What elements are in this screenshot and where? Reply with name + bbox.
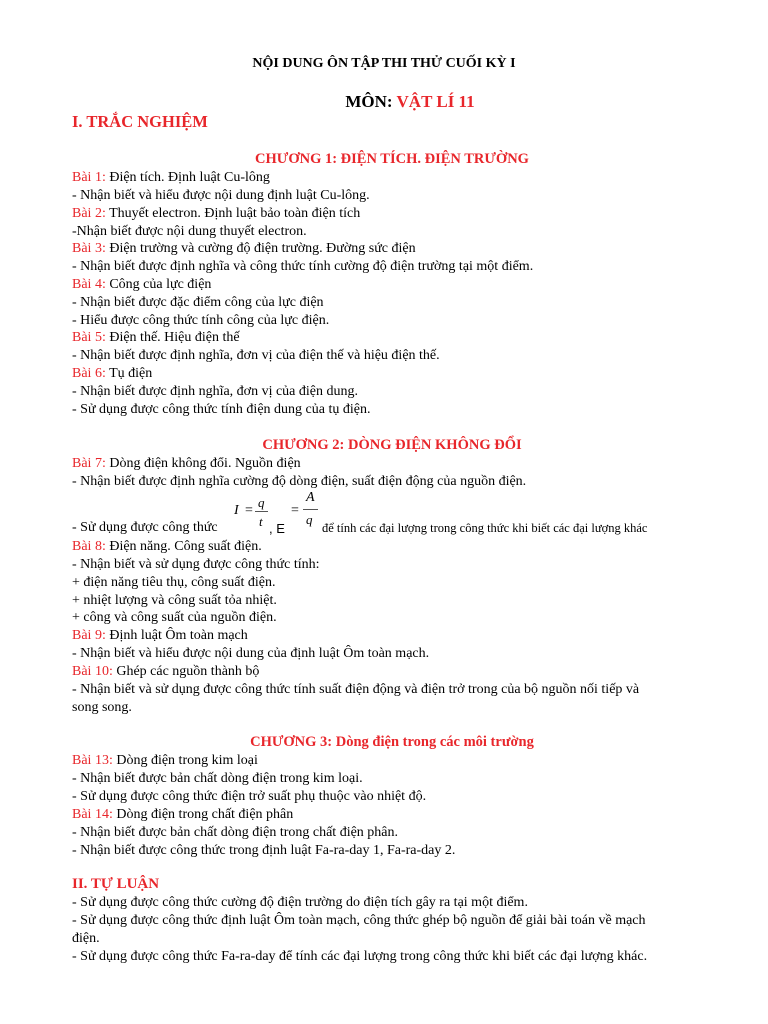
lesson-9 bbox=[72, 627, 248, 644]
lesson-5-line-1: - Nhận biết được định nghĩa, đơn vị của điện thế và hiệu điện thế. bbox=[72, 348, 440, 363]
part2-line-3: điện. bbox=[72, 931, 100, 946]
lesson-10-title: Ghép các nguồn thành bộ bbox=[112, 664, 260, 679]
lesson-9-title: Định luật Ôm toàn mạch bbox=[105, 628, 248, 643]
lesson-13-label: Bài 13: bbox=[72, 753, 113, 768]
lesson-5-label: Bài 5: bbox=[72, 330, 106, 345]
chapter2-title: CHƯƠNG 2: DÒNG ĐIỆN KHÔNG ĐỔI bbox=[262, 437, 522, 453]
subject-heading bbox=[290, 92, 530, 112]
lesson-3-label: Bài 3: bbox=[72, 241, 106, 256]
lesson-3 bbox=[72, 240, 416, 257]
lesson-7 bbox=[72, 455, 301, 472]
subject-prefix: MÔN: bbox=[345, 92, 397, 111]
subject-name: VẬT LÍ 11 bbox=[396, 92, 475, 111]
lesson-7-label: Bài 7: bbox=[72, 456, 106, 471]
lesson-2-title: Thuyết electron. Định luật bảo toàn điện tích bbox=[105, 206, 361, 221]
formula-I: I bbox=[234, 503, 239, 518]
lesson-4 bbox=[72, 276, 211, 293]
lesson-8-line-1: - Nhận biết và sử dụng được công thức tính: bbox=[72, 557, 320, 572]
formula-prefix: - Sử dụng được công thức bbox=[72, 520, 218, 535]
formula-suffix: để tính các đại lượng trong công thức khi biết các đại lượng khác bbox=[322, 521, 648, 535]
chapter3-title: CHƯƠNG 3: Dòng điện trong các môi trường bbox=[250, 734, 534, 750]
formula-equals-1: = bbox=[245, 503, 253, 518]
lesson-5-title: Điện thế. Hiệu điện thế bbox=[105, 330, 240, 345]
lesson-2-label: Bài 2: bbox=[72, 206, 106, 221]
formula-fraction-bar-1 bbox=[255, 511, 268, 512]
lesson-10-line-2: song song. bbox=[72, 700, 132, 715]
lesson-10-line-1: - Nhận biết và sử dụng được công thức tính suất điện động và điện trở trong của bộ nguồn nối tiếp và bbox=[72, 682, 640, 697]
lesson-7-title: Dòng điện không đổi. Nguồn điện bbox=[105, 456, 301, 471]
part2-title: II. TỰ LUẬN bbox=[72, 876, 160, 892]
lesson-3-title: Điện trường và cường độ điện trường. Đường sức điện bbox=[105, 241, 416, 256]
lesson-6-line-1: - Nhận biết được định nghĩa, đơn vị của điện dung. bbox=[72, 384, 359, 399]
formula-t-denominator: t bbox=[259, 514, 263, 529]
lesson-13-line-1: - Nhận biết được bản chất dòng điện trong kim loại. bbox=[72, 771, 363, 786]
lesson-1-line-1: - Nhận biết và hiểu được nội dung định luật Cu-lông. bbox=[72, 188, 370, 203]
lesson-6-title: Tụ điện bbox=[105, 366, 153, 381]
lesson-7-line-2 bbox=[72, 520, 218, 536]
lesson-4-label: Bài 4: bbox=[72, 277, 106, 292]
formula-A-numerator: A bbox=[306, 490, 315, 505]
lesson-8-label: Bài 8: bbox=[72, 539, 106, 554]
lesson-14-line-1: - Nhận biết được bản chất dòng điện trong chất điện phân. bbox=[72, 825, 399, 840]
lesson-6-label: Bài 6: bbox=[72, 366, 106, 381]
lesson-14-line-2: - Nhận biết được công thức trong định luật Fa-ra-day 1, Fa-ra-day 2. bbox=[72, 843, 456, 858]
lesson-9-line-1: - Nhận biết và hiểu được nội dung của định luật Ôm toàn mạch. bbox=[72, 646, 430, 661]
formula-q-denominator: q bbox=[306, 512, 313, 527]
part2-line-4: - Sử dụng được công thức Fa-ra-day để tính các đại lượng trong công thức khi biết các đại lượng khác. bbox=[72, 949, 648, 964]
lesson-2-line-1: -Nhận biết được nội dung thuyết electron. bbox=[72, 224, 307, 239]
lesson-1-title: Điện tích. Định luật Cu-lông bbox=[105, 170, 270, 185]
lesson-4-title: Công của lực điện bbox=[105, 277, 212, 292]
formula-separator: , E bbox=[269, 521, 285, 536]
lesson-10-label: Bài 10: bbox=[72, 664, 113, 679]
lesson-13-title: Dòng điện trong kim loại bbox=[112, 753, 258, 768]
lesson-9-label: Bài 9: bbox=[72, 628, 106, 643]
lesson-1-label: Bài 1: bbox=[72, 170, 106, 185]
part2-line-2: - Sử dụng được công thức định luật Ôm toàn mạch, công thức ghép bộ nguồn để giải bài toán về mạch bbox=[72, 913, 646, 928]
formula-equals-2: = bbox=[291, 503, 299, 518]
lesson-4-line-1: - Nhận biết được đặc điểm công của lực điện bbox=[72, 295, 324, 310]
chapter1-title: CHƯƠNG 1: ĐIỆN TÍCH. ĐIỆN TRƯỜNG bbox=[255, 151, 529, 167]
lesson-2 bbox=[72, 205, 360, 222]
formula-q-numerator: q bbox=[258, 495, 265, 510]
lesson-7-line-1: - Nhận biết được định nghĩa cường độ dòng điện, suất điện động của nguồn điện. bbox=[72, 474, 527, 489]
lesson-6-line-2: - Sử dụng được công thức tính điện dung của tụ điện. bbox=[72, 402, 371, 417]
lesson-8-line-3: + nhiệt lượng và công suất tỏa nhiệt. bbox=[72, 593, 277, 608]
lesson-8-title: Điện năng. Công suất điện. bbox=[105, 539, 262, 554]
lesson-8-line-2: + điện năng tiêu thụ, công suất điện. bbox=[72, 575, 276, 590]
lesson-3-line-1: - Nhận biết được định nghĩa và công thức tính cường độ điện trường tại một điểm. bbox=[72, 259, 534, 274]
lesson-14 bbox=[72, 806, 293, 823]
lesson-8 bbox=[72, 538, 262, 555]
document-title: NỘI DUNG ÔN TẬP THI THỬ CUỐI KỲ I bbox=[252, 56, 516, 71]
part2-line-1: - Sử dụng được công thức cường độ điện trường do điện tích gây ra tại một điểm. bbox=[72, 895, 528, 910]
lesson-6 bbox=[72, 365, 152, 382]
lesson-13-line-2: - Sử dụng được công thức điện trở suất phụ thuộc vào nhiệt độ. bbox=[72, 789, 427, 804]
lesson-14-title: Dòng điện trong chất điện phân bbox=[112, 807, 294, 822]
lesson-13 bbox=[72, 752, 258, 769]
lesson-1 bbox=[72, 169, 270, 186]
lesson-8-line-4: + công và công suất của nguồn điện. bbox=[72, 610, 277, 625]
lesson-5 bbox=[72, 329, 240, 346]
part1-title: I. TRẮC NGHIỆM bbox=[72, 112, 208, 131]
lesson-10 bbox=[72, 663, 259, 680]
formula-fraction-bar-2 bbox=[303, 509, 318, 510]
lesson-14-label: Bài 14: bbox=[72, 807, 113, 822]
lesson-4-line-2: - Hiểu được công thức tính công của lực điện. bbox=[72, 313, 330, 328]
